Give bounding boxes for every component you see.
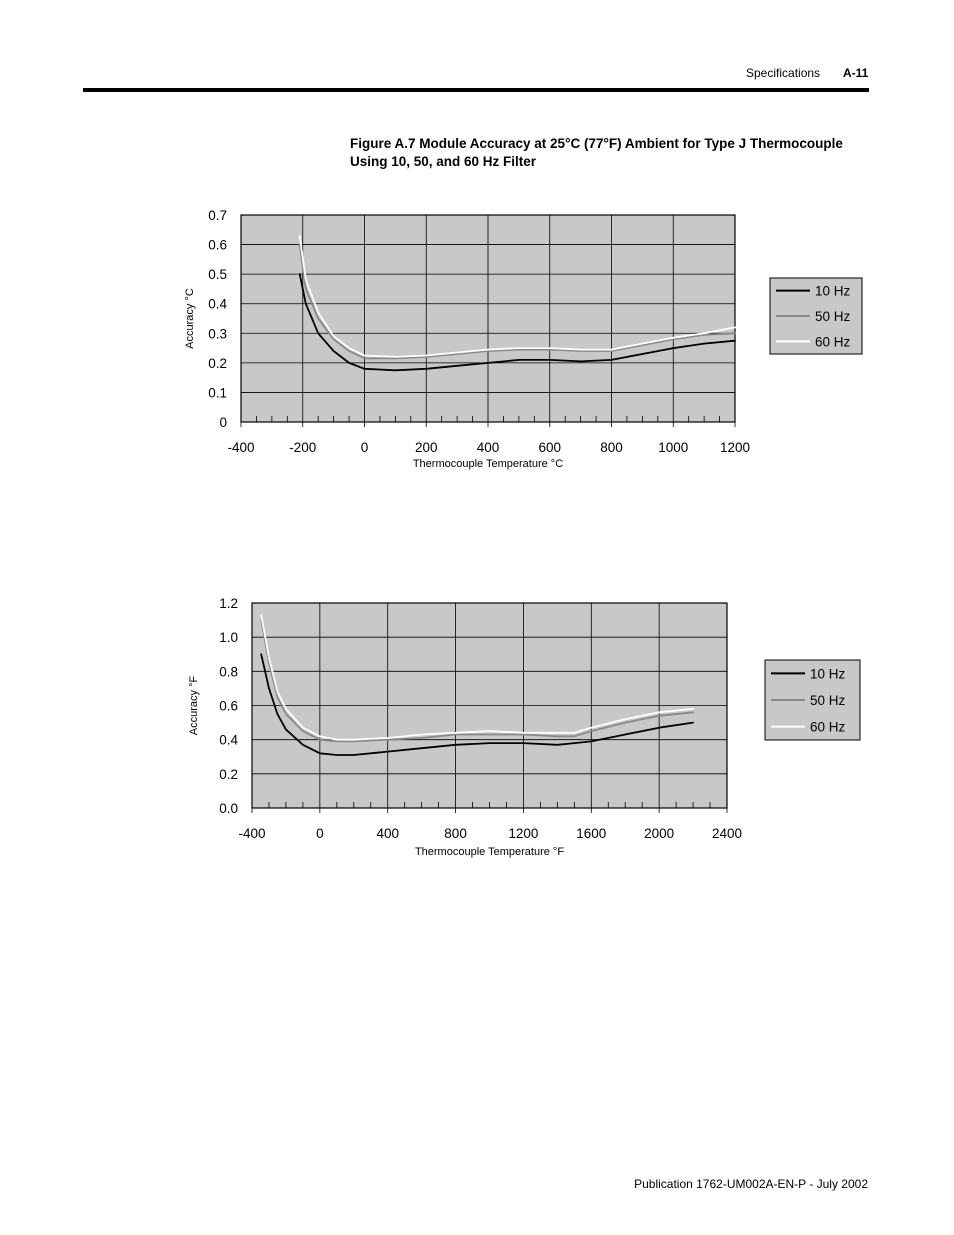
- x-tick-label: 1000: [658, 440, 689, 455]
- y-tick-label: 0.3: [208, 326, 227, 342]
- y-tick-label: 0.6: [208, 237, 227, 253]
- legend-label: 50 Hz: [810, 693, 846, 708]
- y-tick-label: 0.5: [208, 267, 227, 283]
- x-tick-label: -400: [227, 440, 255, 455]
- x-axis-title: Thermocouple Temperature °F: [414, 846, 565, 858]
- x-tick-label: 800: [444, 826, 467, 841]
- y-tick-label: 0.8: [219, 664, 238, 680]
- x-tick-label: 2000: [644, 826, 675, 841]
- y-tick-label: 0.0: [219, 801, 238, 816]
- y-tick-label: 0.4: [219, 732, 238, 748]
- y-tick-label: 0.7: [208, 208, 227, 223]
- y-axis-title: Accuracy °C: [184, 288, 196, 349]
- x-tick-label: 1200: [719, 440, 751, 455]
- y-tick-label: 1.0: [219, 630, 238, 646]
- y-tick-label: 1.2: [219, 596, 238, 611]
- x-axis-title: Thermocouple Temperature °C: [412, 458, 564, 470]
- legend-label: 60 Hz: [815, 334, 851, 350]
- y-tick-label: 0: [219, 415, 227, 430]
- legend-label: 10 Hz: [810, 666, 846, 682]
- y-tick-label: 0.6: [219, 698, 238, 714]
- chart-fahrenheit: [0, 585, 954, 875]
- x-tick-label: 600: [538, 440, 562, 455]
- y-tick-label: 0.2: [208, 355, 227, 371]
- header-page-number: A-11: [843, 66, 869, 80]
- legend-label: 50 Hz: [815, 309, 851, 324]
- x-tick-label: -200: [289, 440, 317, 455]
- x-tick-label: 400: [376, 826, 399, 841]
- footer-publication: Publication 1762-UM002A-EN-P - July 2002: [634, 1177, 868, 1191]
- header-rule: [83, 88, 869, 92]
- y-axis-title: Accuracy °F: [188, 675, 200, 736]
- y-tick-label: 0.2: [219, 766, 238, 782]
- x-tick-label: 2400: [711, 826, 743, 841]
- x-tick-label: 0: [360, 440, 369, 455]
- chart-celsius: [0, 195, 954, 485]
- x-tick-label: 800: [600, 440, 623, 455]
- x-tick-label: -400: [238, 826, 266, 841]
- x-tick-label: 400: [476, 440, 500, 455]
- legend-label: 10 Hz: [815, 283, 851, 299]
- x-tick-label: 200: [414, 440, 438, 455]
- x-tick-label: 0: [316, 826, 324, 841]
- x-tick-label: 1200: [508, 826, 539, 841]
- x-tick-label: 1600: [576, 826, 607, 841]
- y-tick-label: 0.1: [208, 385, 227, 401]
- y-tick-label: 0.4: [208, 296, 227, 312]
- header-section-label: Specifications: [746, 66, 821, 80]
- figure-caption: Figure A.7 Module Accuracy at 25°C (77°F) Ambient for Type J Thermocouple Using 10, 50, and 60 Hz Filter: [350, 136, 843, 169]
- legend-label: 60 Hz: [810, 719, 846, 735]
